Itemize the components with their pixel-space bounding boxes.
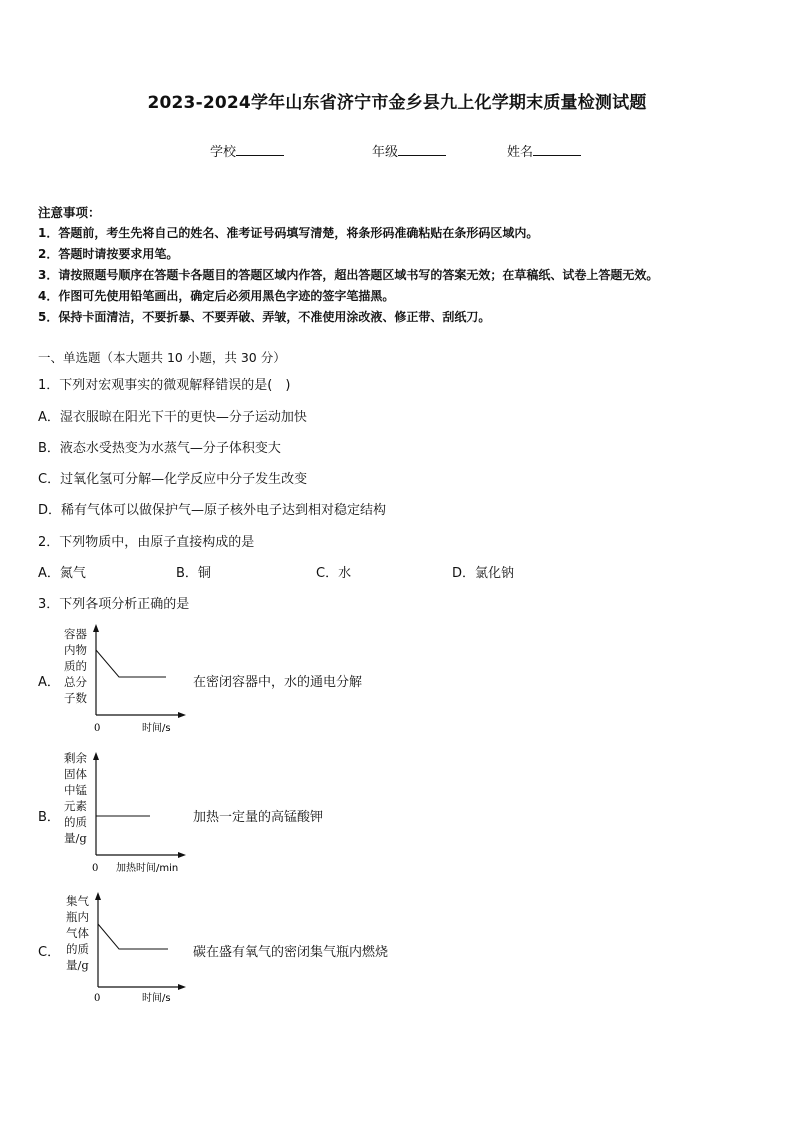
graph-c-ylabel-line: 集气 xyxy=(66,894,89,908)
school-label: 学校 xyxy=(210,145,237,160)
notice-item: 1．答题前，考生先将自己的姓名、准考证号码填写清楚，将条形码准确粘贴在条形码区域内。 xyxy=(38,226,539,240)
section-title: 一、单选题（本大题共 10 小题，共 30 分） xyxy=(38,350,286,365)
graph-b-origin: 0 xyxy=(92,863,99,874)
q1-option-a[interactable]: A．湿衣服晾在阳光下干的更快—分子运动加快 xyxy=(38,410,307,425)
q3-option-a-letter[interactable]: A． xyxy=(38,675,60,690)
school-blank[interactable] xyxy=(236,143,284,156)
graph-a xyxy=(58,622,193,736)
graph-b-description: 加热一定量的高锰酸钾 xyxy=(193,810,324,825)
graph-a-ylabel-line: 质的 xyxy=(64,659,87,673)
q2-option-c[interactable]: C．水 xyxy=(316,566,352,581)
school-field[interactable] xyxy=(210,141,284,160)
graph-a-y-arrow xyxy=(93,624,99,632)
graph-b-ylabel-line: 中锰 xyxy=(64,783,87,797)
graph-a-ylabel-line: 总分 xyxy=(64,675,87,689)
q3-stem: 3．下列各项分析正确的是 xyxy=(38,597,190,612)
q1-stem: 1．下列对宏观事实的微观解释错误的是( ) xyxy=(38,378,291,393)
graph-c-curve xyxy=(98,924,168,949)
q2-option-b[interactable]: B．铜 xyxy=(176,566,211,581)
q1-option-c[interactable]: C．过氧化氢可分解—化学反应中分子发生改变 xyxy=(38,472,308,487)
notice-item: 2．答题时请按要求用笔。 xyxy=(38,247,179,261)
graph-c-origin: 0 xyxy=(94,993,101,1004)
graph-a-xlabel: 时间/s xyxy=(142,723,171,734)
graph-c-xlabel: 时间/s xyxy=(142,993,171,1004)
notice-item: 4．作图可先使用铅笔画出，确定后必须用黑色字迹的签字笔描黑。 xyxy=(38,289,395,303)
q1-option-d[interactable]: D．稀有气体可以做保护气—原子核外电子达到相对稳定结构 xyxy=(38,503,387,518)
page-title: 2023-2024学年山东省济宁市金乡县九上化学期末质量检测试题 xyxy=(147,93,647,113)
graph-c-ylabel-line: 量/g xyxy=(66,958,89,972)
name-label: 姓名 xyxy=(507,145,534,160)
notice-heading: 注意事项： xyxy=(38,205,101,220)
graph-a-ylabel-line: 内物 xyxy=(64,643,87,657)
q2-option-a[interactable]: A．氮气 xyxy=(38,566,86,581)
grade-label: 年级 xyxy=(372,145,399,160)
q3-option-c-letter[interactable]: C． xyxy=(38,945,61,960)
graph-a-ylabel-line: 子数 xyxy=(64,691,87,705)
graph-b-ylabel-line: 元素 xyxy=(64,799,87,813)
grade-field[interactable] xyxy=(372,141,446,160)
graph-b-y-arrow xyxy=(93,752,99,760)
q3-option-b-letter[interactable]: B． xyxy=(38,810,60,825)
graph-b-ylabel-line: 固体 xyxy=(64,767,87,781)
graph-b-xlabel: 加热时间/min xyxy=(116,863,179,874)
graph-b-ylabel-line: 剩余 xyxy=(64,751,87,765)
q2-stem: 2．下列物质中，由原子直接构成的是 xyxy=(38,535,255,550)
name-field[interactable] xyxy=(507,141,581,160)
graph-c xyxy=(58,890,193,1008)
graph-c-ylabel-line: 的质 xyxy=(66,942,89,956)
graph-c-ylabel-line: 气体 xyxy=(66,926,89,940)
graph-b-ylabel-line: 量/g xyxy=(64,831,87,845)
graph-a-ylabel-line: 容器 xyxy=(64,627,87,641)
notice-item: 3．请按照题号顺序在答题卡各题目的答题区域内作答，超出答题区域书写的答案无效；在草稿纸、试卷上答题无效。 xyxy=(38,268,659,282)
grade-blank[interactable] xyxy=(398,143,446,156)
graph-b-x-arrow xyxy=(178,852,186,858)
graph-c-ylabel-line: 瓶内 xyxy=(66,910,89,924)
q1-option-b[interactable]: B．液态水受热变为水蒸气—分子体积变大 xyxy=(38,441,281,456)
graph-a-x-arrow xyxy=(178,712,186,718)
graph-b-ylabel-line: 的质 xyxy=(64,815,87,829)
graph-c-description: 碳在盛有氧气的密闭集气瓶内燃烧 xyxy=(193,945,389,960)
graph-c-y-arrow xyxy=(95,892,101,900)
graph-a-description: 在密闭容器中，水的通电分解 xyxy=(193,675,363,690)
graph-a-curve xyxy=(96,650,166,677)
q2-option-d[interactable]: D．氯化钠 xyxy=(452,566,515,581)
notice-item: 5．保持卡面清洁，不要折暴、不要弄破、弄皱，不准使用涂改液、修正带、刮纸刀。 xyxy=(38,310,491,324)
graph-a-origin: 0 xyxy=(94,723,101,734)
graph-b xyxy=(58,748,198,876)
graph-c-x-arrow xyxy=(178,984,186,990)
name-blank[interactable] xyxy=(533,143,581,156)
